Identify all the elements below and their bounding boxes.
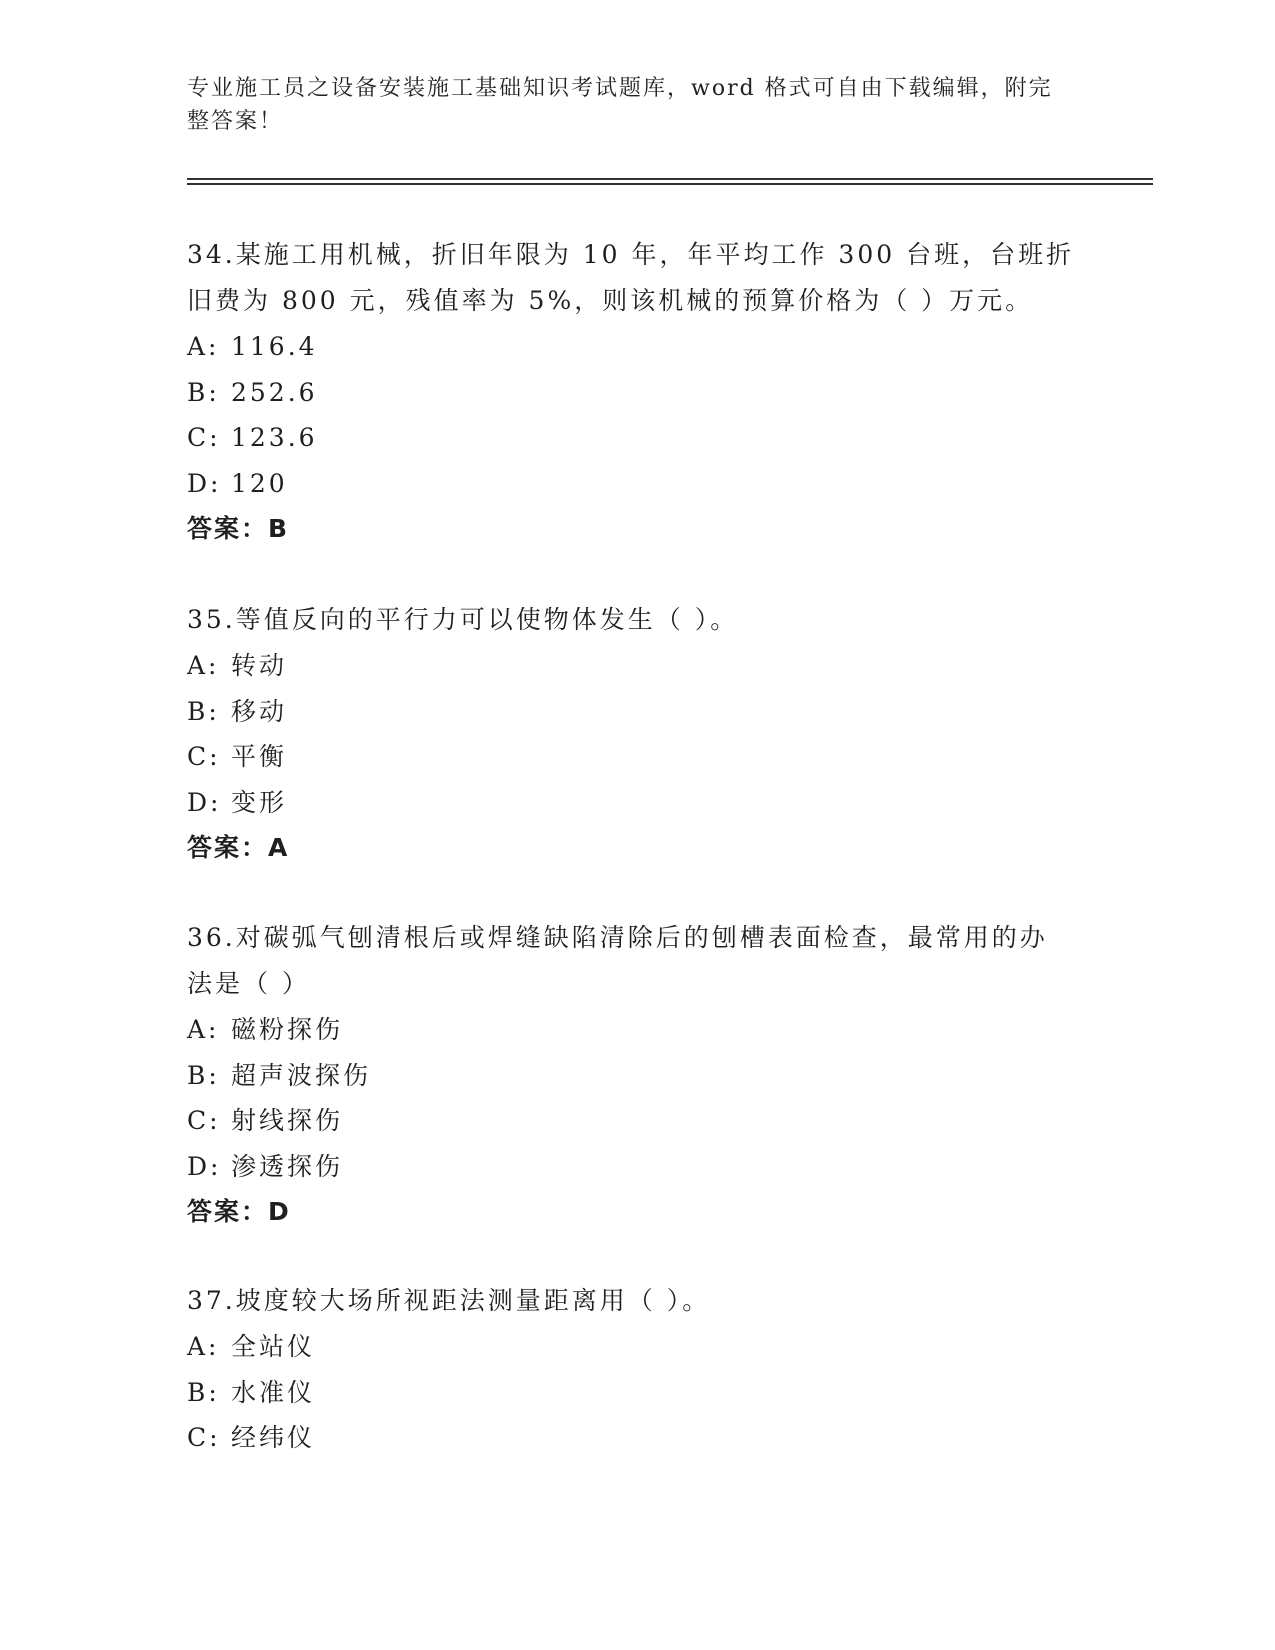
option-letter: B: (187, 1377, 220, 1407)
question-text-line: 36.对碳弧气刨清根后或焊缝缺陷清除后的刨槽表面检查，最常用的办 (187, 923, 1048, 952)
option-text: 转动 (231, 651, 288, 680)
option-text: 120 (231, 468, 288, 498)
option-letter: B: (187, 696, 220, 726)
option-letter: C: (187, 423, 221, 452)
option-text: 移动 (231, 696, 288, 726)
option-text: 116.4 (231, 332, 318, 361)
question-36 (187, 915, 1087, 1235)
option-text: 射线探伤 (231, 1106, 344, 1135)
option-d (187, 461, 1087, 507)
document-header: 专业施工员之设备安装施工基础知识考试题库，word 格式可自由下载编辑，附完整答案！ (187, 76, 1053, 134)
option-c (187, 734, 1087, 780)
option-text: 全站仪 (231, 1332, 316, 1361)
option-text: 经纬仪 (231, 1423, 316, 1452)
option-letter: C: (187, 1423, 221, 1452)
option-b (187, 1053, 1087, 1099)
option-c (187, 1098, 1087, 1144)
option-text: 252.6 (231, 377, 318, 407)
question-37 (187, 1278, 1087, 1461)
option-letter: D: (187, 787, 222, 817)
question-text-line: 旧费为 800 元，残值率为 5%，则该机械的预算价格为（ ）万元。 (187, 286, 1034, 315)
option-d (187, 1144, 1087, 1190)
option-text: 磁粉探伤 (231, 1015, 344, 1044)
option-letter: B: (187, 1060, 220, 1090)
question-text-line: 37.坡度较大场所视距法测量距离用（ ）。 (187, 1286, 711, 1315)
option-text: 水准仪 (231, 1377, 316, 1407)
question-34 (187, 232, 1087, 552)
option-c (187, 415, 1087, 461)
option-letter: A: (187, 651, 220, 680)
answer-line: 答案：A (187, 833, 290, 862)
option-a (187, 643, 1087, 689)
option-text: 渗透探伤 (231, 1151, 344, 1181)
option-text: 123.6 (231, 423, 318, 452)
option-text: 平衡 (231, 742, 288, 771)
option-letter: D: (187, 1151, 222, 1181)
option-letter: B: (187, 377, 220, 407)
option-letter: D: (187, 468, 222, 498)
header-rule-top (187, 178, 1153, 180)
option-letter: C: (187, 1106, 221, 1135)
option-text: 超声波探伤 (231, 1060, 372, 1090)
question-text-line: 34.某施工用机械，折旧年限为 10 年，年平均工作 300 台班，台班折 (187, 240, 1075, 269)
option-letter: A: (187, 332, 220, 361)
option-a (187, 1007, 1087, 1053)
option-a (187, 1324, 1087, 1370)
option-b (187, 1370, 1087, 1416)
option-letter: C: (187, 742, 221, 771)
option-text: 变形 (231, 787, 288, 817)
question-35 (187, 597, 1087, 871)
option-a (187, 324, 1087, 370)
header-rule-bottom (187, 183, 1153, 185)
option-b (187, 370, 1087, 416)
question-text-line: 35.等值反向的平行力可以使物体发生（ ）。 (187, 605, 739, 634)
option-b (187, 689, 1087, 735)
answer-line: 答案：B (187, 514, 290, 543)
option-c (187, 1415, 1087, 1461)
option-letter: A: (187, 1332, 220, 1361)
answer-line: 答案：D (187, 1197, 291, 1226)
option-letter: A: (187, 1015, 220, 1044)
option-d (187, 780, 1087, 826)
question-text-line: 法是（ ） (187, 969, 310, 998)
